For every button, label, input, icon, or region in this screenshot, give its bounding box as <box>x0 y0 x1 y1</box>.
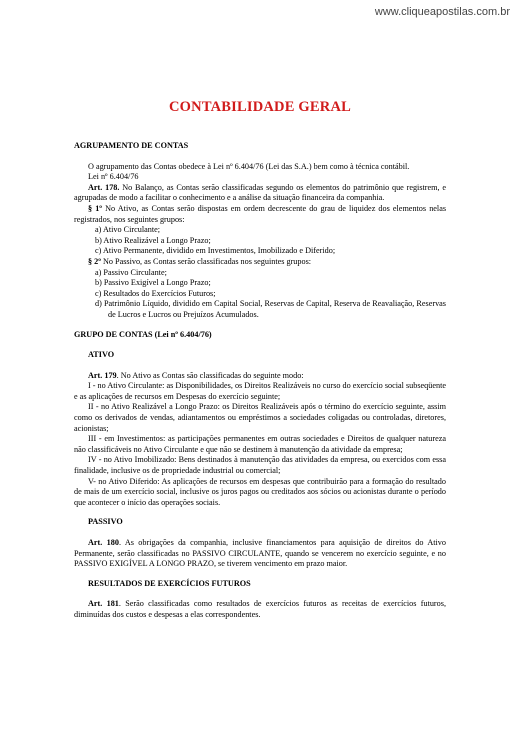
art-178-text: No Balanço, as Contas serão classificadas segundo os elementos do patrimônio que registrem, e agrupadas de modo a facilitar o conhecimento e a análise da situação financeira da companhia. <box>74 182 446 203</box>
subheading-resultados: RESULTADOS DE EXERCÍCIOS FUTUROS <box>88 578 251 588</box>
list-item-passivo: a) Passivo Circulante; <box>95 267 167 277</box>
paragraph-1-label: § 1º <box>88 203 102 213</box>
paragraph-2-label: § 2º <box>88 256 101 266</box>
art-180-text: . As obrigações da companhia, inclusive financiamentos para aquisição de direitos do Ativo Permanente, serão classificadas no PASSIVO CIRCULANTE, quando se vencerem no exercício seguinte, e no PASSIVO EXIGÍVEL A LONGO PRAZO, se tiverem vencimento em prazo maior. <box>74 538 446 569</box>
list-item-passivo: c) Resultados do Exercícios Futuros; <box>95 288 216 298</box>
art-179-paragraph <box>74 371 446 382</box>
ativo-clause: III - em Investimentos: as participações permanentes em outras sociedades e Direitos de qualquer natureza não classificáveis no Ativo Circulante e que não se destinem à manutenção da atividade da empresa; <box>74 434 446 454</box>
list-item-passivo: b) Passivo Exigível a Longo Prazo; <box>95 278 211 288</box>
list-item-passivo: d) Patrimônio Líquido, dividido em Capital Social, Reservas de Capital, Reserva de Reavaliação, Reservas de Lucros e Lucros ou Prejuízos Acumulados. <box>95 299 446 319</box>
list-item-ativo: c) Ativo Permanente, dividido em Investimentos, Imobilizado e Diferido; <box>95 246 336 256</box>
paragraph-1-text: No Ativo, as Contas serão dispostas em ordem decrescente do grau de liquidez dos elementos nelas registrados, nos seguintes grupos: <box>74 203 447 224</box>
document-page <box>74 98 446 621</box>
art-178-paragraph <box>74 183 446 204</box>
intro-paragraph: O agrupamento das Contas obedece à Lei nº 6.404/76 (Lei das S.A.) bem como à técnica contábil. <box>88 161 410 171</box>
ativo-clause: I - no Ativo Circulante: as Disponibilidades, os Direitos Realizáveis no curso do exercício social subseqüente e as aplicações de recursos em Despesas do exercício seguinte; <box>74 381 446 401</box>
section-heading-grupo-de-contas: GRUPO DE CONTAS (Lei nº 6.404/76) <box>74 329 212 339</box>
list-item-ativo: a) Ativo Circulante; <box>95 225 161 235</box>
art-181-label: Art. 181 <box>88 599 119 609</box>
paragraph-1 <box>74 204 446 225</box>
ativo-clause: II - no Ativo Realizável a Longo Prazo: os Direitos Realizáveis após o término do exercício seguinte, assim como os derivados de vendas, adiantamentos ou empréstimos a sociedades coligadas ou controladas, diretores, acionistas; <box>74 402 446 433</box>
page-title: CONTABILIDADE GERAL <box>169 99 351 115</box>
subheading-passivo: PASSIVO <box>88 517 123 527</box>
art-179-text: . No Ativo as Contas são classificadas do seguinte modo: <box>116 370 304 380</box>
art-181-text: . Serão classificadas como resultados de exercícios futuros as receitas de exercícios futuros, diminuídas dos custos e despesas a elas correspondentes. <box>74 599 446 619</box>
section-heading-agrupamento: AGRUPAMENTO DE CONTAS <box>74 141 189 150</box>
art-178-label: Art. 178. <box>88 182 120 192</box>
law-reference: Lei nº 6.404/76 <box>88 172 139 182</box>
paragraph-2-text: No Passivo, as Contas serão classificadas nos seguintes grupos: <box>100 256 312 266</box>
art-180-paragraph <box>74 538 446 570</box>
art-180-label: Art. 180 <box>88 538 119 547</box>
art-181-paragraph <box>74 599 446 620</box>
art-179-label: Art. 179 <box>88 370 117 380</box>
paragraph-2 <box>74 257 446 268</box>
ativo-clause: V- no Ativo Diferido: As aplicações de recursos em despesas que contribuirão para a formação do resultado de mais de um exercício social, inclusive os juros pagos ou creditados aos sócios ou acionistas durante o período que acontecer o início das operações sociais. <box>74 476 446 507</box>
list-item-ativo: b) Ativo Realizável a Longo Prazo; <box>95 235 211 245</box>
watermark-url: www.cliqueapostilas.com.br <box>374 6 510 18</box>
ativo-clause: IV - no Ativo Imobilizado: Bens destinados à manutenção das atividades da empresa, ou exercidos com essa finalidade, inclusive os de propriedade industrial ou comercial; <box>74 455 446 476</box>
subheading-ativo: ATIVO <box>88 350 115 360</box>
